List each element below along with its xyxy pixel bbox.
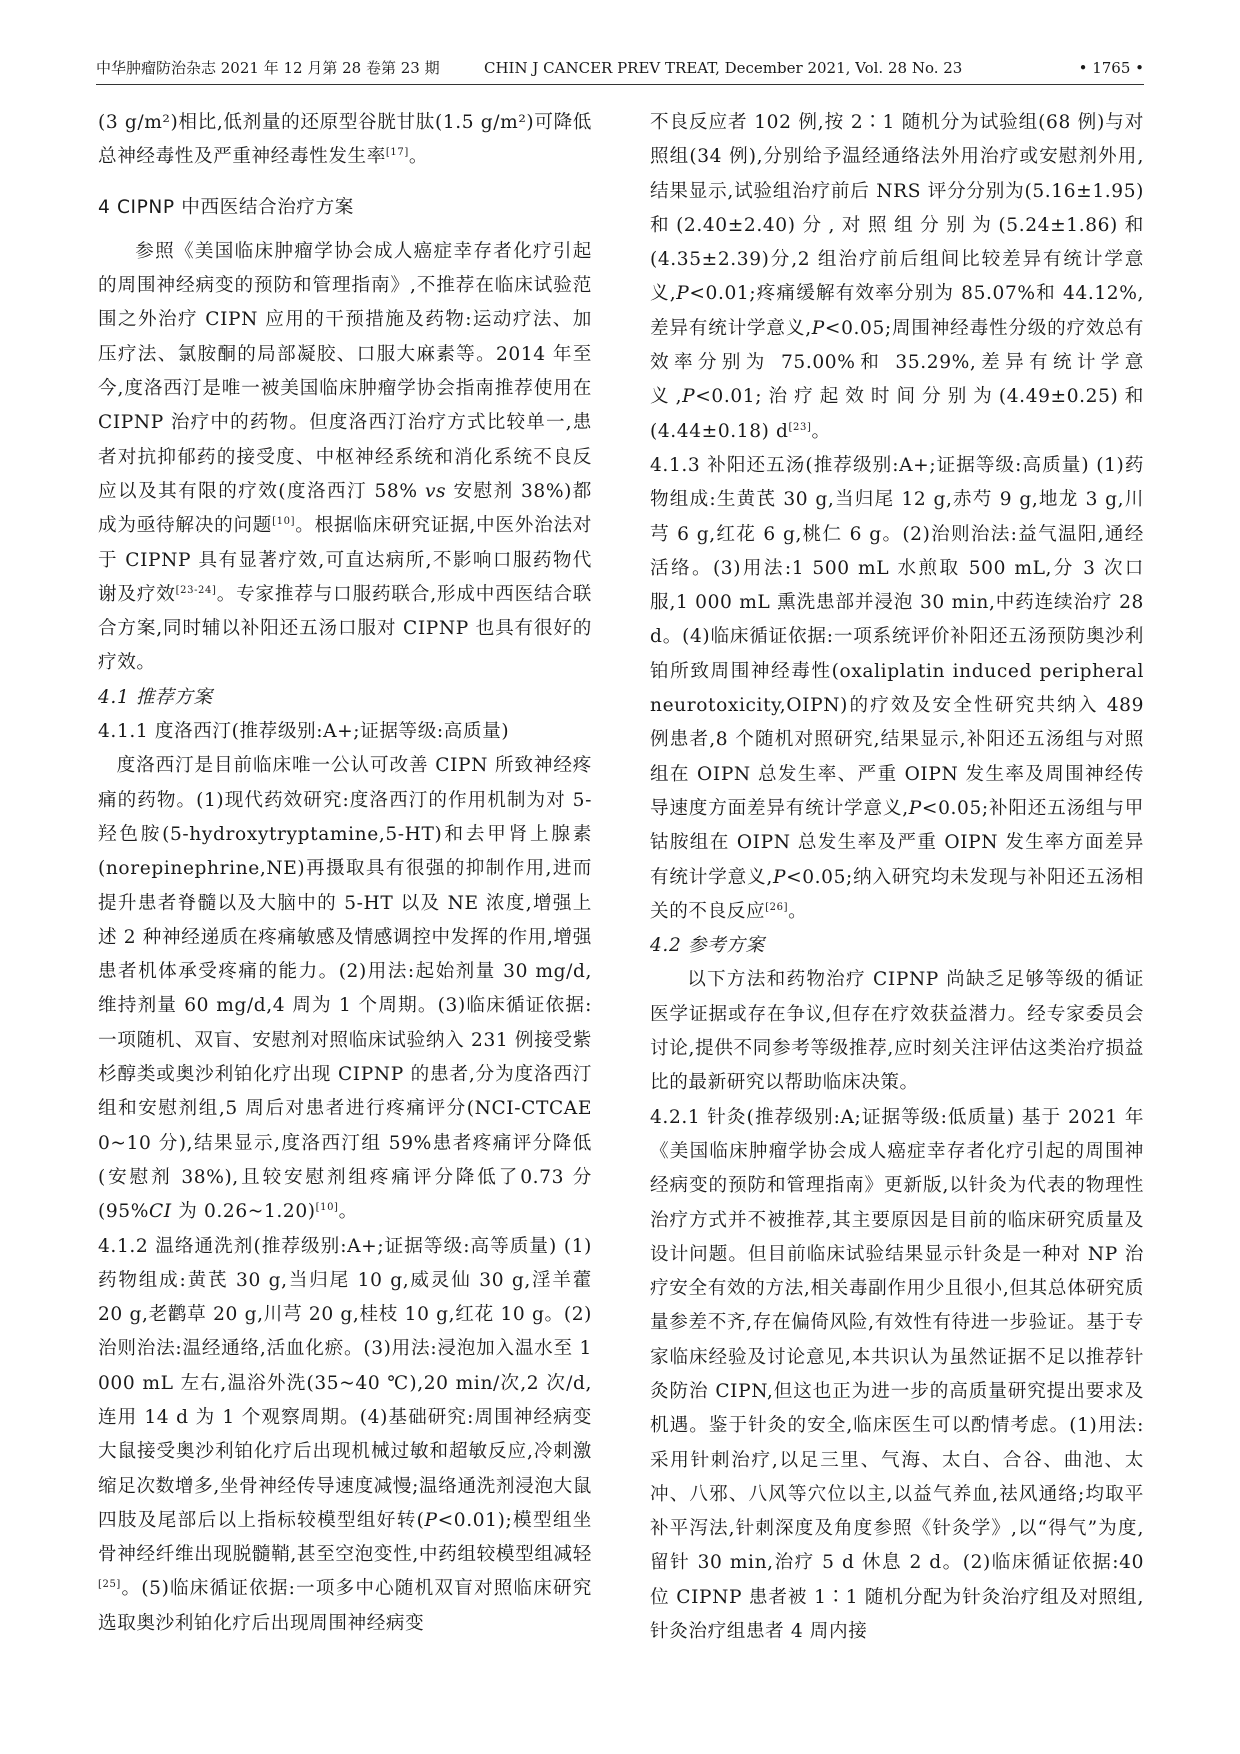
paragraph-buyang-huanwu: 4.1.3 补阳还五汤(推荐级别:A+;证据等级:高质量) (1)药物组成:生黄芪 30 g,当归尾 12 g,赤芍 9 g,地龙 3 g,川芎 6 g,红花 6 g,桃仁 6 g。(2)治则治法:益气温阳,通经活络。(3)用法:1 500 mL 水煎取 500 mL,分 3 次口服,1 000 mL 熏洗患部并浸泡 30 min,中药连续治疗 28 d。(4)临床循证依据:一项系统评价补阳还五汤预防奥沙利铂所致周围神经毒性(oxaliplatin induced peripheral neurotoxicity,OIPN)的疗效及安全性研究共纳入 489 例患者,8 个随机对照研究,结果显示,补阳还五汤组与对照组在 OIPN 总发生率、严重 OIPN 发生率及周围神经传导速度方面差异有统计学意义,P<0.05;补阳还五汤组与甲钴胺组在 OIPN 总发生率及严重 OIPN 发生率方面差异有统计学意义,P<0.05;纳入研究均未发现与补阳还五汤相关的不良反应[26]。 — [650, 454, 1144, 922]
right-column — [650, 106, 1144, 1649]
page-number: • 1765 • — [1078, 59, 1144, 77]
heading-4-1-3: 4.1.3 补阳还五汤(推荐级别:A+;证据等级:高质量) — [650, 454, 1090, 476]
journal-title-cn: 中华肿瘤防治杂志 2021 年 12 月第 28 卷第 23 期 — [96, 59, 440, 77]
subsection-heading-4-2: 4.2 参考方案 — [650, 935, 765, 957]
paragraph-acupuncture: 4.2.1 针灸(推荐级别:A;证据等级:低质量) 基于 2021 年《美国临床肿瘤学协会成人癌症幸存者化疗引起的周围神经病变的预防和管理指南》更新版,以针灸为代表的物理性治疗方式并不被推荐,其主要原因是目前的临床研究质量及设计问题。但目前临床试验结果显示针灸是一种对 NP 治疗安全有效的方法,相关毒副作用少且很小,但其总体研究质量参差不齐,存在偏倚风险,有效性有待进一步验证。基于专家临床经验及讨论意见,本共识认为虽然证据不足以推荐针灸防治 CIPN,但这也正为进一步的高质量研究提出要求及机遇。鉴于针灸的安全,临床医生可以酌情考虑。(1)用法:采用针刺治疗,以足三里、气海、太白、合谷、曲池、太冲、八邪、八风等穴位以主,以益气养血,祛风通络;均取平补平泻法,针刺深度及角度参照《针灸学》,以“得气”为度,留针 30 min,治疗 5 d 休息 2 d。(2)临床循证依据:40 位 CIPNP 患者被 1∶1 随机分配为针灸治疗组及对照组,针灸治疗组患者 4 周内接 — [650, 1106, 1145, 1643]
journal-title-en: CHIN J CANCER PREV TREAT, December 2021, Vol. 28 No. 23 — [484, 59, 963, 77]
heading-4-1-2: 4.1.2 温络通洗剂(推荐级别:A+;证据等级:高等质量) — [98, 1235, 557, 1257]
heading-4-1-1: 4.1.1 度洛西汀(推荐级别:A+;证据等级:高质量) — [98, 721, 510, 743]
subsection-heading-4-1: 4.1 推荐方案 — [98, 686, 213, 708]
left-column — [98, 106, 592, 1641]
heading-4-2-1: 4.2.1 针灸(推荐级别:A;证据等级:低质量) — [650, 1106, 1015, 1128]
paragraph-glutathione: (3 g/m²)相比,低剂量的还原型谷胱甘肽(1.5 g/m²)可降低总神经毒性及严重神经毒性发生率[17]。 — [98, 112, 592, 168]
paragraph-reference-plan: 以下方法和药物治疗 CIPNP 尚缺乏足够等级的循证医学证据或存在争议,但存在疗效获益潜力。经专家委员会讨论,提供不同参考等级推荐,应时刻关注评估这类治疗损益比的最新研究以帮助临床决策。 — [650, 969, 1144, 1094]
paragraph-section4-intro: 参照《美国临床肿瘤学协会成人癌症幸存者化疗引起的周围神经病变的预防和管理指南》,不推荐在临床试验范围之外治疗 CIPN 应用的干预措施及药物:运动疗法、加压疗法、氯胺酮的局部凝胶、口服大麻素等。2014 年至今,度洛西汀是唯一被美国临床肿瘤学协会指南推荐使用在 CIPNP 治疗中的药物。但度洛西汀治疗方式比较单一,患者对抗抑郁药的接受度、中枢神经系统和消化系统不良反应以及其有限的疗效(度洛西汀 58% vs 安慰剂 38%)都成为亟待解决的问题[10]。根据临床研究证据,中医外治法对于 CIPNP 具有显著疗效,可直达病所,不影响口服药物代谢及疗效[23-24]。专家推荐与口服药联合,形成中西医结合联合方案,同时辅以补阳还五汤口服对 CIPNP 也具有很好的疗效。 — [98, 240, 593, 674]
paragraph-wenluotong-results: 不良反应者 102 例,按 2∶1 随机分为试验组(68 例)与对照组(34 例),分别给予温经通络法外用治疗或安慰剂外用,结果显示,试验组治疗前后 NRS 评分分别为(5.16±1.95)和(2.40±2.40)分,对照组分别为(5.24±1.86)和(4.35±2.39)分,2 组治疗前后组间比较差异有统计学意义,P<0.01;疼痛缓解有效率分别为 85.07%和 44.12%,差异有统计学意义,P<0.05;周围神经毒性分级的疗效总有效率分别为 75.00%和 35.29%,差异有统计学意义,P<0.01;治疗起效时间分别为(4.49±0.25)和(4.44±0.18) d[23]。 — [650, 112, 1145, 442]
paragraph-duloxetine: 度洛西汀是目前临床唯一公认可改善 CIPN 所致神经疼痛的药物。(1)现代药效研究:度洛西汀的作用机制为对 5-羟色胺(5-hydroxytryptamine,5-HT)和去甲肾上腺素(norepinephrine,NE)再摄取具有很强的抑制作用,进而提升患者脊髓以及大脑中的 5-HT 以及 NE 浓度,增强上述 2 种神经递质在疼痛敏感及情感调控中发挥的作用,增强患者机体承受疼痛的能力。(2)用法:起始剂量 30 mg/d,维持剂量 60 mg/d,4 周为 1 个周期。(3)临床循证依据:一项随机、双盲、安慰剂对照临床试验纳入 231 例接受紫杉醇类或奥沙利铂化疗出现 CIPNP 的患者,分为度洛西汀组和安慰剂组,5 周后对患者进行疼痛评分(NCI-CTCAE 0~10 分),结果显示,度洛西汀组 59%患者疼痛评分降低(安慰剂 38%),且较安慰剂组疼痛评分降低了0.73 分(95%CI 为 0.26~1.20)[10]。 — [98, 755, 592, 1223]
section-heading-4: 4 CIPNP 中西医结合治疗方案 — [98, 196, 354, 218]
paragraph-wenluotong: 4.1.2 温络通洗剂(推荐级别:A+;证据等级:高等质量) (1)药物组成:黄芪 30 g,当归尾 10 g,威灵仙 30 g,淫羊藿 20 g,老鹳草 20 g,川芎 20 g,桂枝 10 g,红花 10 g。(2)治则治法:温经通络,活血化瘀。(3)用法:浸泡加入温水至 1 000 mL 左右,温浴外洗(35~40 ℃),20 min/次,2 次/d,连用 14 d 为 1 个观察周期。(4)基础研究:周围神经病变大鼠接受奥沙利铂化疗后出现机械过敏和超敏反应,冷刺激缩足次数增多,坐骨神经传导速度减慢;温络通洗剂浸泡大鼠四肢及尾部后以上指标较模型组好转(P<0.01);模型组坐骨神经纤维出现脱髓鞘,甚至空泡变性,中药组较模型组减轻[25]。(5)临床循证依据:一项多中心随机双盲对照临床研究选取奥沙利铂化疗后出现周围神经病变 — [98, 1235, 592, 1634]
header-rule — [96, 84, 1144, 85]
running-header — [96, 58, 1144, 84]
